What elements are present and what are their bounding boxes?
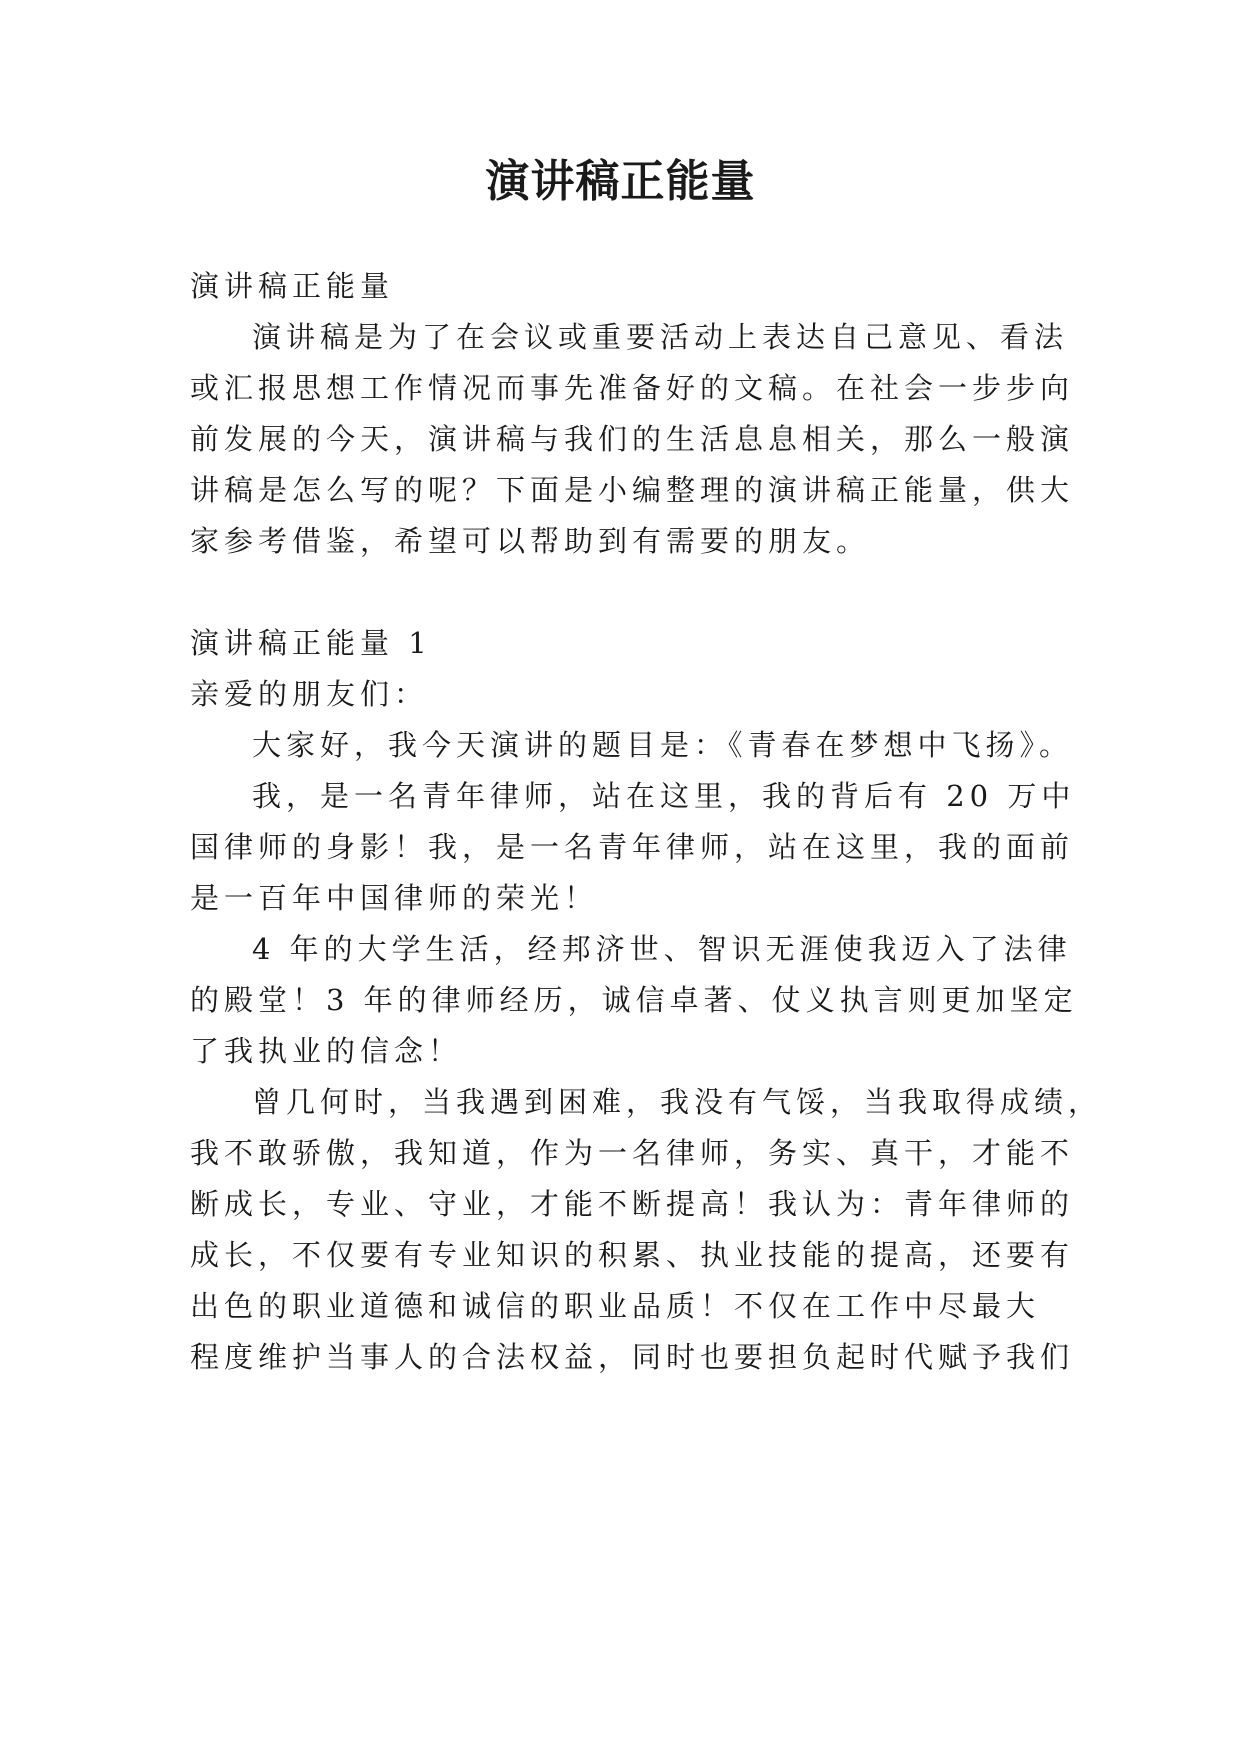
- section-heading: 演讲稿正能量 1: [190, 626, 432, 660]
- paragraph-line: 或汇报思想工作情况而事先准备好的文稿。在社会一步步向: [190, 371, 1075, 405]
- paragraph-line: 演讲稿是为了在会议或重要活动上表达自己意见、看法: [252, 320, 1069, 354]
- paragraph-line: 是一百年中国律师的荣光！: [190, 881, 599, 915]
- paragraph-line: 断成长，专业、守业，才能不断提高！我认为：青年律师的: [190, 1187, 1075, 1221]
- paragraph-line: 大家好，我今天演讲的题目是：《青春在梦想中飞扬》。: [252, 728, 1074, 762]
- paragraph-line: 家参考借鉴，希望可以帮助到有需要的朋友。: [190, 524, 871, 558]
- paragraph-line: 的殿堂！3 年的律师经历，诚信卓著、仗义执言则更加坚定: [190, 983, 1078, 1017]
- paragraph-line: 讲稿是怎么写的呢？下面是小编整理的演讲稿正能量，供大: [190, 473, 1075, 507]
- paragraph-line: 出色的职业道德和诚信的职业品质！不仅在工作中尽最大: [190, 1289, 1041, 1323]
- salutation: 亲爱的朋友们：: [190, 677, 429, 711]
- paragraph-line: 曾几何时，当我遇到困难，我没有气馁，当我取得成绩，: [252, 1085, 1103, 1119]
- paragraph-line: 4 年的大学生活，经邦济世、智识无涯使我迈入了法律: [252, 932, 1072, 966]
- intro-heading: 演讲稿正能量: [190, 269, 395, 303]
- paragraph-line: 国律师的身影！我，是一名青年律师，站在这里，我的面前: [190, 830, 1075, 864]
- paragraph-line: 程度维护当事人的合法权益，同时也要担负起时代赋予我们: [190, 1340, 1075, 1374]
- paragraph-line: 我，是一名青年律师，站在这里，我的背后有 20 万中: [252, 779, 1076, 813]
- paragraph-line: 我不敢骄傲，我知道，作为一名律师，务实、真干，才能不: [190, 1136, 1075, 1170]
- paragraph-line: 了我执业的信念！: [190, 1034, 463, 1068]
- paragraph-line: 成长，不仅要有专业知识的积累、执业技能的提高，还要有: [190, 1238, 1075, 1272]
- document-title: 演讲稿正能量: [485, 156, 756, 207]
- paragraph-line: 前发展的今天，演讲稿与我们的生活息息相关，那么一般演: [190, 422, 1075, 456]
